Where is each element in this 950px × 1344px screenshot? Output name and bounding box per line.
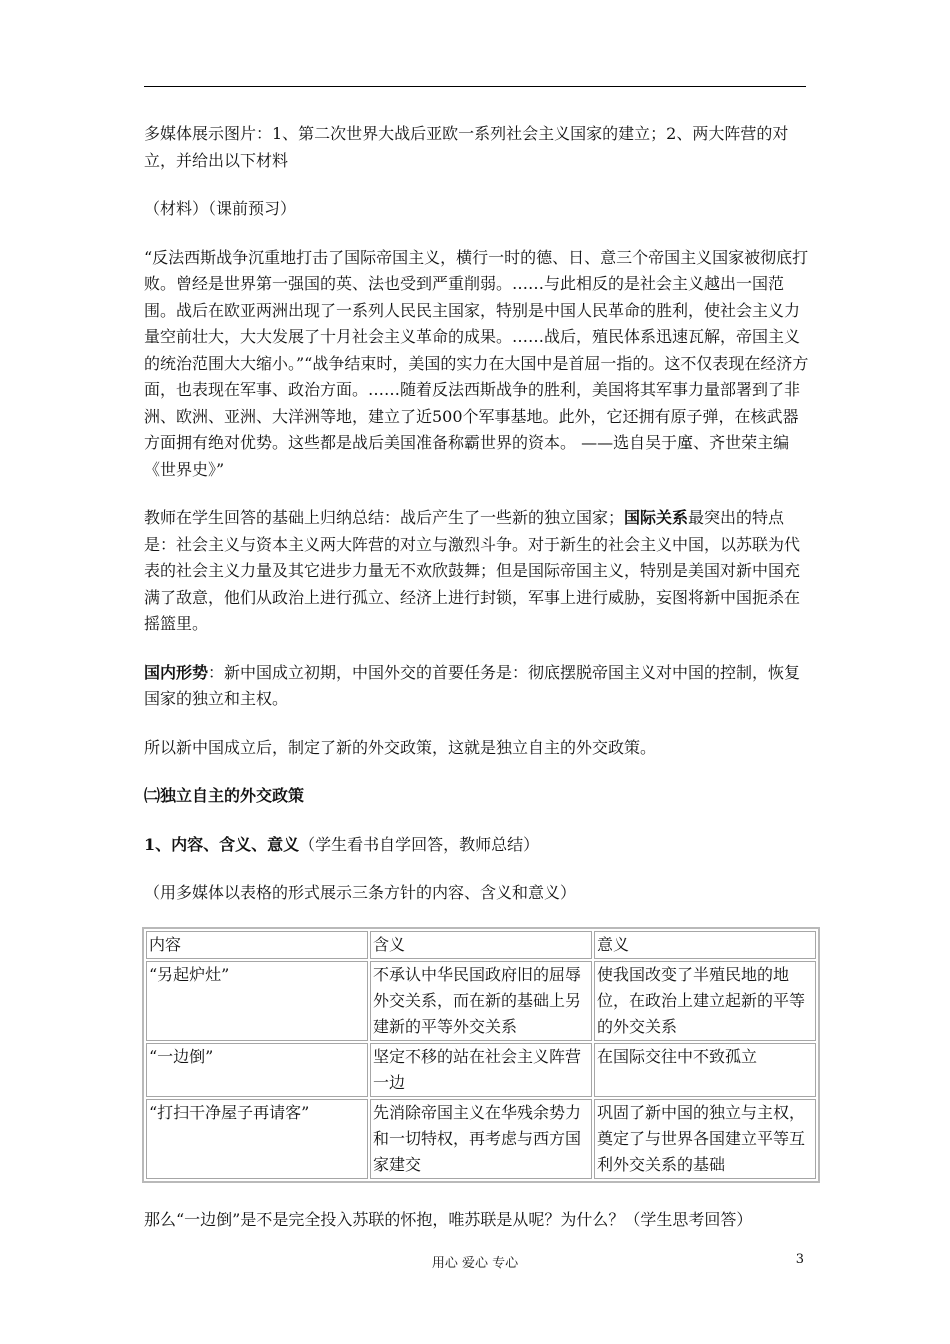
table-row xyxy=(146,1043,816,1097)
section-heading: ㈡独立自主的外交政策 xyxy=(144,786,305,805)
domestic-situation-text: ：新中国成立初期，中国外交的首要任务是：彻底摆脱帝国主义对中国的控制，恢复国家的独立和主权。 xyxy=(144,662,801,708)
teacher-summary-text-b: 最突出的特点是：社会主义与资本主义两大阵营的对立与激烈斗争。对于新生的社会主义中国，以苏联为代表的社会主义力量及其它进步力量无不欢欣鼓舞；但是国际帝国主义，特别是美国对新中国充满了敌意，他们从政治上进行孤立、经济上进行封锁，军事上进行威胁，妄图将新中国扼杀在摇篮里。 xyxy=(144,508,801,633)
table-cell: 先消除帝国主义在华残余势力和一切特权，再考虑与西方国家建交 xyxy=(370,1099,592,1179)
table-cell: “一边倒” xyxy=(146,1043,368,1097)
paragraph-domestic-situation xyxy=(144,660,810,713)
table-cell: 巩固了新中国的独立与主权，奠定了与世界各国建立平等互利外交关系的基础 xyxy=(594,1099,816,1179)
paragraph-policy-intro: 所以新中国成立后，制定了新的外交政策，这就是独立自主的外交政策。 xyxy=(144,737,657,757)
header-rule xyxy=(144,86,806,87)
table-row xyxy=(146,1099,816,1179)
footer-motto: 用心 爱心 专心 xyxy=(431,1256,519,1271)
table-cell: 在国际交往中不致孤立 xyxy=(594,1043,816,1097)
paragraph-quote: “反法西斯战争沉重地打击了国际帝国主义，横行一时的德、日、意三个帝国主义国家被彻底打败。曾经是世界第一强国的英、法也受到严重削弱。……与此相反的是社会主义越出一国范围。战后在欧亚两洲出现了一系列人民民主国家，特别是中国人民革命的胜利，使社会主义力量空前壮大，大大发展了十月社会主义革命的成果。……战后，殖民体系迅速瓦解，帝国主义的统治范围大大缩小。”“战争结束时，美国的实力在大国中是首屈一指的。这不仅表现在经济方面，也表现在军事、政治方面。……随着反法西斯战争的胜利，美国将其军事力量部署到了非洲、欧洲、亚洲、大洋洲等地，建立了近500个军事基地。此外，它还拥有原子弹，在核武器方面拥有绝对优势。这些都是战后美国准备称霸世界的资本。 ——选自吴于廑、齐世荣主编《世界史》” xyxy=(144,247,809,479)
term-international-relations: 国际关系 xyxy=(624,508,689,527)
paragraph-teacher-summary xyxy=(144,505,810,638)
term-domestic-situation: 国内形势 xyxy=(144,662,209,682)
paragraph-multimedia-intro: 多媒体展示图片：1、第二次世界大战后亚欧一系列社会主义国家的建立；2、两大阵营的对立，并给出以下材料 xyxy=(144,124,789,170)
table-header-row xyxy=(146,931,816,959)
table-cell: “另起炉灶” xyxy=(146,961,368,1041)
table-cell: 使我国改变了半殖民地的地位，在政治上建立起新的平等的外交关系 xyxy=(594,961,816,1041)
document-body xyxy=(144,121,810,1255)
table-header-cell: 含义 xyxy=(370,931,592,959)
table-header-cell: 意义 xyxy=(594,931,816,959)
subsection-heading xyxy=(144,832,810,859)
teacher-summary-text-a: 教师在学生回答的基础上归纳总结：战后产生了一些新的独立国家； xyxy=(144,508,625,527)
paragraph-table-intro: （用多媒体以表格的形式展示三条方针的内容、含义和意义） xyxy=(144,883,577,902)
table-row xyxy=(146,961,816,1041)
paragraph-material-label: （材料）（课前预习） xyxy=(144,199,297,218)
page-number: 3 xyxy=(795,1252,804,1267)
table-header-cell: 内容 xyxy=(146,931,368,959)
subsection-heading-note: （学生看书自学回答，教师总结） xyxy=(299,834,540,854)
paragraph-question: 那么“一边倒”是不是完全投入苏联的怀抱，唯苏联是从呢？为什么？（学生思考回答） xyxy=(144,1209,753,1229)
table-cell: 不承认中华民国政府旧的屈辱外交关系，而在新的基础上另建新的平等外交关系 xyxy=(370,961,592,1041)
table-cell: “打扫干净屋子再请客” xyxy=(146,1099,368,1179)
policy-table xyxy=(142,927,820,1183)
subsection-heading-title: 1、内容、含义、意义 xyxy=(144,834,300,854)
table-cell: 坚定不移的站在社会主义阵营一边 xyxy=(370,1043,592,1097)
